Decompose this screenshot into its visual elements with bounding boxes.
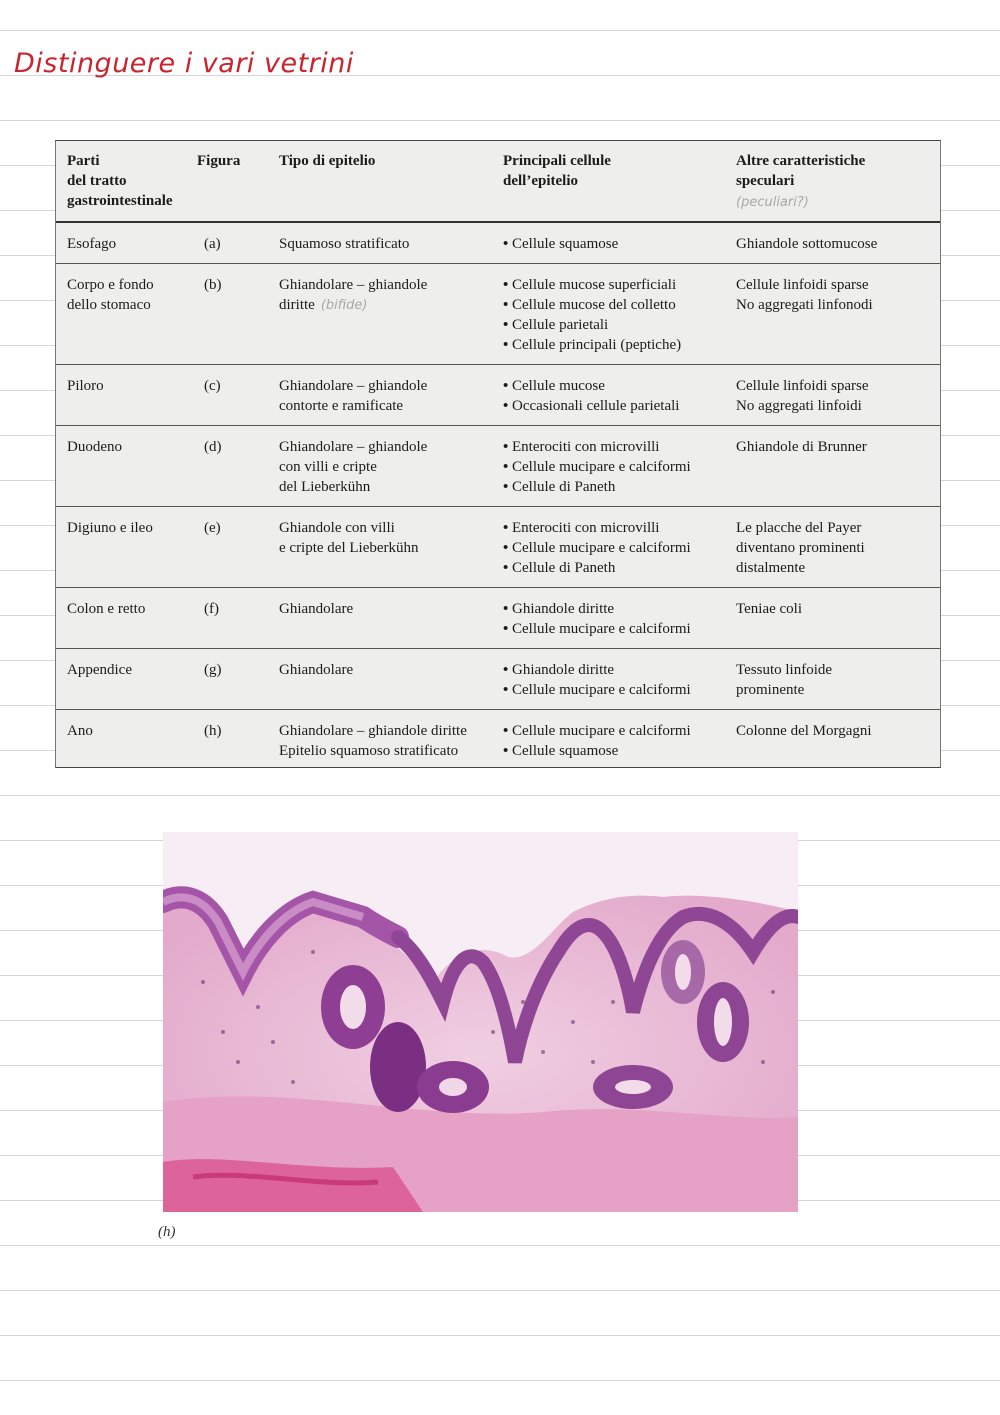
cell-figura: (f) [186,587,268,648]
anal-canal-tissue-image [163,832,798,1212]
table-header-row [56,141,940,222]
handwritten-note: (bifide) [320,297,368,313]
cell-tipo: Squamoso stratificato [268,222,492,263]
list-item: • Cellule squamose [503,741,717,761]
cell-altre: Cellule linfoidi sparse No aggregati linfoidi [725,364,940,425]
cell-altre: Le placche del Payer diventano prominenti distalmente [725,506,940,587]
cell-figura: (c) [186,364,268,425]
cell-tipo: Ghiandolare – ghiandole contorte e ramificate [268,364,492,425]
cell-parte: Corpo e fondo dello stomaco [56,263,186,364]
list-item: • Cellule mucose del colletto [503,295,717,315]
cell-list [503,234,717,254]
list-item: • Cellule squamose [503,234,717,254]
list-item: • Cellule mucose [503,376,717,396]
cell-list [503,518,717,578]
list-item: • Ghiandole diritte [503,599,717,619]
cell-figura: (a) [186,222,268,263]
header-altre: Altre caratteristiche speculari (peculiari?) [725,141,940,222]
cell-parte: Appendice [56,648,186,709]
cell-cellule [492,587,725,648]
list-item: • Cellule mucipare e calciformi [503,457,717,477]
cell-cellule [492,709,725,768]
list-item: • Cellule mucipare e calciformi [503,538,717,558]
table-row [56,709,940,768]
cell-list [503,376,717,416]
cell-cellule [492,263,725,364]
histology-micrograph [163,832,798,1212]
cell-tipo: Ghiandolare – ghiandole diritte (bifide) [268,263,492,364]
cell-list [503,275,717,355]
cell-tipo: Ghiandolare – ghiandole con villi e cripte del Lieberkühn [268,425,492,506]
gi-tract-table [55,140,941,768]
list-item: • Cellule di Paneth [503,477,717,497]
list-item: • Cellule mucose superficiali [503,275,717,295]
list-item: • Cellule parietali [503,315,717,335]
header-cellule: Principali cellule dell’epitelio [492,141,725,222]
cell-figura: (g) [186,648,268,709]
table-row [56,263,940,364]
header-figura: Figura [186,141,268,222]
cell-parte: Ano [67,722,93,739]
cell-tipo: Ghiandolare [268,648,492,709]
comparison-table [56,141,940,768]
cell-cellule [492,506,725,587]
header-tipo: Tipo di epitelio [268,141,492,222]
cell-figura: (h) [204,722,222,739]
table-row [56,364,940,425]
cell-cellule [492,425,725,506]
table-row [56,506,940,587]
cell-list [503,437,717,497]
cell-parte: Duodeno [56,425,186,506]
cell-parte: Colon e retto [56,587,186,648]
cell-figura: (b) [186,263,268,364]
cell-list [503,721,717,761]
list-item: • Cellule mucipare e calciformi [503,721,717,741]
cell-altre: Colonne del Morgagni [736,722,872,739]
cell-altre: Tessuto linfoide prominente [725,648,940,709]
table-row [56,425,940,506]
cell-parte: Piloro [56,364,186,425]
cell-altre: Ghiandole sottomucose [725,222,940,263]
cell-tipo: Ghiandolare [268,587,492,648]
cell-cellule [492,222,725,263]
list-item: • Enterociti con microvilli [503,518,717,538]
cell-tipo: Ghiandole con villi e cripte del Lieberkühn [268,506,492,587]
cell-altre: Cellule linfoidi sparse No aggregati linfonodi [725,263,940,364]
page-title: Distinguere i vari vetrini [14,48,354,79]
figure-caption: (h) [158,1224,176,1240]
list-item: • Cellule di Paneth [503,558,717,578]
list-item: • Cellule mucipare e calciformi [503,619,717,639]
table-row [56,587,940,648]
cell-altre: Ghiandole di Brunner [725,425,940,506]
list-item: • Cellule principali (peptiche) [503,335,717,355]
cell-figura: (d) [186,425,268,506]
table-body [56,222,940,768]
cell-figura: (e) [186,506,268,587]
cell-parte: Digiuno e ileo [56,506,186,587]
cell-cellule [492,648,725,709]
header-parti: Parti del tratto gastrointestinale [56,141,186,222]
cell-altre: Teniae coli [725,587,940,648]
handwritten-note: (peculiari?) [736,195,809,210]
cell-list [503,660,717,700]
list-item: • Occasionali cellule parietali [503,396,717,416]
list-item: • Ghiandole diritte [503,660,717,680]
cell-parte: Esofago [56,222,186,263]
table-row [56,222,940,263]
table-row [56,648,940,709]
list-item: • Cellule mucipare e calciformi [503,680,717,700]
cell-tipo: Ghiandolare – ghiandole diritte Epitelio squamoso stratificato [279,722,467,759]
cell-list [503,599,717,639]
list-item: • Enterociti con microvilli [503,437,717,457]
cell-cellule [492,364,725,425]
